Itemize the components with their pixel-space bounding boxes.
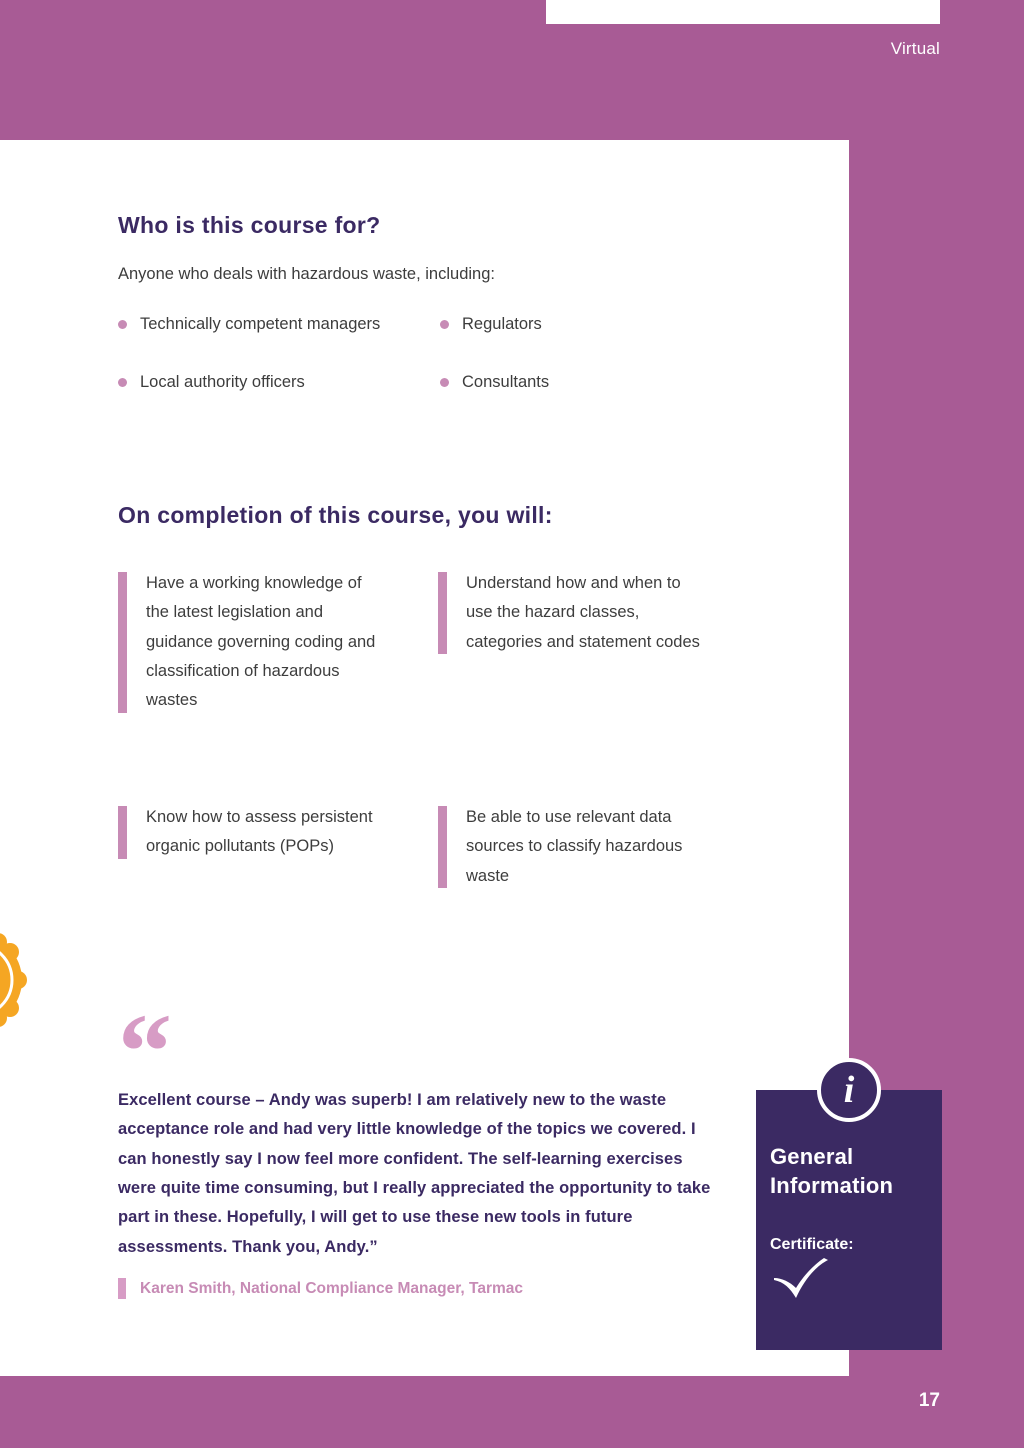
bullet-dot-icon: [118, 320, 127, 329]
bullet-dot-icon: [118, 378, 127, 387]
outcomes-title: On completion of this course, you will:: [118, 502, 553, 528]
info-icon: i: [817, 1058, 881, 1122]
list-item-label: Local authority officers: [140, 373, 305, 392]
outcome-item: [438, 803, 708, 891]
audience-intro: Anyone who deals with hazardous waste, including:: [118, 265, 495, 283]
outcome-item: [118, 569, 388, 716]
outcome-accent-bar: [438, 806, 447, 888]
general-information-card: [756, 1069, 942, 1350]
rosette-badge-icon: [0, 930, 44, 1030]
outcomes-grid: [118, 569, 758, 949]
outcome-item: [438, 569, 708, 657]
testimonial: [118, 993, 718, 1301]
attribution-accent-bar: [118, 1278, 126, 1299]
check-mark-icon: [770, 1258, 832, 1304]
list-item: [440, 310, 740, 338]
bullet-dot-icon: [440, 320, 449, 329]
page-number: 17: [918, 1390, 940, 1411]
delivery-mode-label: Virtual: [890, 39, 940, 58]
list-item: [118, 310, 418, 338]
testimonial-attribution: [118, 1276, 718, 1301]
certificate-label: Certificate:: [770, 1236, 854, 1253]
audience-bullet-columns: [118, 310, 758, 442]
outcome-accent-bar: [118, 572, 127, 713]
audience-column-left: [118, 310, 418, 413]
outcomes-section: [118, 502, 758, 949]
outcome-item: [118, 803, 388, 862]
outcome-label: Be able to use relevant data sources to classify hazardous waste: [466, 808, 683, 885]
quote-mark-icon: “: [118, 993, 170, 1112]
attribution-label: Karen Smith, National Compliance Manager, Tarmac: [140, 1280, 524, 1298]
outcome-label: Understand how and when to use the hazard classes, categories and statement codes: [466, 574, 700, 651]
bullet-dot-icon: [440, 378, 449, 387]
info-card-title: General Information: [770, 1144, 894, 1199]
header-white-tab: [546, 0, 940, 24]
outcome-label: Have a working knowledge of the latest legislation and guidance governing coding and classification of hazardous wastes: [146, 574, 376, 710]
main-content: [118, 212, 758, 949]
outcome-accent-bar: [438, 572, 447, 654]
list-item: [440, 368, 740, 396]
outcome-accent-bar: [118, 806, 127, 859]
list-item-label: Technically competent managers: [140, 315, 381, 333]
outcome-label: Know how to assess persistent organic pollutants (POPs): [146, 808, 373, 856]
list-item: [118, 368, 418, 396]
list-item-label: Regulators: [462, 315, 542, 333]
testimonial-text: Excellent course – Andy was superb! I am relatively new to the waste acceptance role and had very little knowledge of the topics we covered. I can honestly say I now feel more confident. The self-learning exercises were quite time consuming, but I really appreciated the opportunity to take part in these. Hopefully, I will get to use these new tools in future assessments. Thank you, Andy.”: [118, 1091, 711, 1256]
audience-title: Who is this course for?: [118, 212, 381, 238]
audience-column-right: [440, 310, 740, 413]
list-item-label: Consultants: [462, 373, 550, 392]
